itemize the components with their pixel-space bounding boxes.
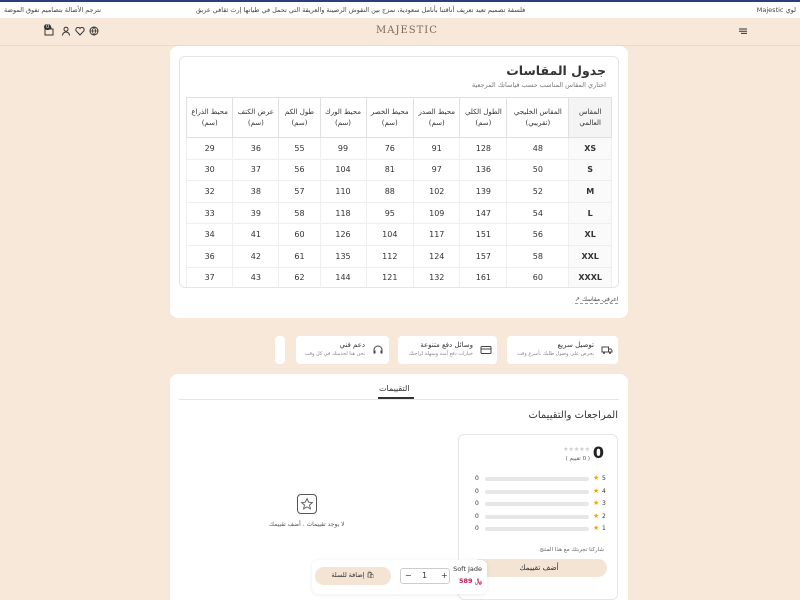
- rating-bar-count: 0: [475, 512, 479, 520]
- table-cell: 99: [320, 138, 366, 160]
- feature-title: وسائل دفع متنوعة: [420, 341, 473, 349]
- announcement-right: Majestic لوي: [756, 6, 796, 14]
- menu-icon[interactable]: [738, 26, 748, 36]
- table-cell: 147: [460, 202, 507, 224]
- table-cell: 50: [507, 159, 569, 181]
- rating-bar-label: 1: [602, 525, 606, 532]
- table-cell: 161: [460, 267, 507, 288]
- rating-bar: [485, 490, 589, 494]
- table-cell: 57: [279, 181, 320, 203]
- col-header: محيط الذراع (سم): [187, 98, 233, 138]
- size-chart-title: جدول المقاسات: [506, 63, 606, 78]
- table-cell: 52: [507, 181, 569, 203]
- table-cell: 128: [460, 138, 507, 160]
- table-cell: 32: [187, 181, 233, 203]
- table-row: [187, 181, 612, 203]
- feature-payment: [398, 336, 497, 364]
- table-cell: M: [569, 181, 612, 203]
- cart-count-badge: 0: [46, 24, 50, 30]
- table-cell: 54: [507, 202, 569, 224]
- table-cell: 43: [233, 267, 279, 288]
- table-cell: L: [569, 202, 612, 224]
- table-cell: 56: [507, 224, 569, 246]
- plus-button[interactable]: +: [441, 571, 448, 580]
- feature-title: دعم فني: [339, 341, 365, 349]
- table-cell: 62: [279, 267, 320, 288]
- rating-bar-count: 0: [475, 475, 479, 482]
- table-cell: 135: [320, 245, 366, 267]
- table-cell: 61: [279, 245, 320, 267]
- table-row: [187, 138, 612, 160]
- tab-reviews[interactable]: التقييمات: [379, 384, 410, 393]
- table-cell: 42: [233, 245, 279, 267]
- star-outline-icon: [298, 495, 316, 513]
- table-cell: 95: [366, 202, 414, 224]
- feature-delivery: [507, 336, 618, 364]
- add-to-cart-label: إضافة للسلة: [331, 572, 365, 579]
- col-header: محيط الصدر (سم): [414, 98, 460, 138]
- table-cell: XL: [569, 224, 612, 246]
- table-cell: 39: [233, 202, 279, 224]
- table-cell: 117: [414, 224, 460, 246]
- table-cell: 132: [414, 267, 460, 288]
- table-cell: XXXL: [569, 267, 612, 288]
- table-cell: 102: [414, 181, 460, 203]
- site-header: [0, 18, 800, 46]
- table-cell: 151: [460, 224, 507, 246]
- feature-desc: نحن هنا لخدمتك في كل وقت: [304, 351, 365, 357]
- table-row: [187, 267, 612, 288]
- table-cell: 48: [507, 138, 569, 160]
- rating-bar-row: [475, 525, 607, 533]
- riyal-icon: ﷼: [474, 577, 482, 585]
- table-cell: 37: [233, 159, 279, 181]
- reviews-title: المراجعات والتقييمات: [528, 410, 618, 421]
- product-price: [459, 577, 482, 586]
- user-icon[interactable]: [61, 26, 71, 36]
- table-cell: 41: [233, 224, 279, 246]
- know-size-label: اعرفي مقاسك: [581, 296, 619, 303]
- share-experience-text: شاركنا تجربتك مع هذا المنتج: [539, 547, 604, 553]
- rating-stars: ★★★★★: [563, 446, 590, 453]
- rating-bar-label: 3: [602, 500, 606, 507]
- card-icon: [480, 344, 492, 356]
- rating-bar-row: [475, 513, 607, 521]
- table-cell: 157: [460, 245, 507, 267]
- table-cell: 88: [366, 181, 414, 203]
- size-chart-subtitle: اختاري المقاس المناسب حسب قياساتك المرجعية: [471, 81, 606, 89]
- feature-desc: خيارات دفع آمنة وسهلة لراحتك: [408, 351, 473, 357]
- rating-bar-row: [475, 500, 607, 508]
- star-icon: ★: [593, 499, 600, 507]
- table-cell: 33: [187, 202, 233, 224]
- table-cell: 56: [279, 159, 320, 181]
- empty-reviews-box: [297, 494, 317, 514]
- heart-icon[interactable]: [75, 26, 85, 36]
- product-name: Soft Jade: [453, 565, 482, 573]
- announcement-bar: [0, 0, 800, 18]
- review-count: ( 0 تقييم ): [565, 456, 590, 462]
- feature-desc: نحرص على وصول طلبك بأسرع وقت: [517, 351, 594, 357]
- table-cell: 58: [507, 245, 569, 267]
- col-header: المقاس العالمي: [569, 98, 612, 138]
- size-chart-panel: [179, 56, 619, 288]
- size-table-header: [187, 98, 612, 138]
- tab-divider: [179, 399, 619, 400]
- col-header: المقاس الخليجي (تقريبي): [507, 98, 569, 138]
- rating-bar: [485, 502, 589, 506]
- table-cell: 109: [414, 202, 460, 224]
- table-cell: 139: [460, 181, 507, 203]
- size-chart-card: [170, 46, 628, 318]
- table-cell: 104: [366, 224, 414, 246]
- rating-bar-row: [475, 488, 607, 496]
- feature-support: [296, 336, 389, 364]
- brand-logo[interactable]: MAJESTIC: [376, 25, 438, 36]
- table-row: [187, 224, 612, 246]
- star-icon: ★: [593, 486, 600, 495]
- table-cell: 60: [279, 224, 320, 246]
- table-cell: 60: [507, 267, 569, 288]
- rating-bar-label: 5: [602, 475, 606, 482]
- sticky-cart-bar: [312, 560, 487, 594]
- table-row: [187, 245, 612, 267]
- table-cell: 118: [320, 202, 366, 224]
- table-cell: 29: [187, 138, 233, 160]
- rating-bar-label: 2: [602, 512, 606, 520]
- star-icon: ★: [593, 511, 600, 520]
- table-cell: 30: [187, 159, 233, 181]
- feature-title: توصيل سريع: [557, 341, 594, 349]
- rating-bar-count: 0: [475, 487, 479, 495]
- rating-bar: [485, 515, 589, 519]
- table-cell: 36: [233, 138, 279, 160]
- empty-reviews-text: لا يوجد تقييمات . أضف تقييمك: [269, 521, 345, 528]
- ruler-icon: ↗: [575, 296, 581, 303]
- truck-icon: [601, 344, 613, 356]
- table-row: [187, 159, 612, 181]
- rating-bar: [485, 477, 589, 481]
- rating-bar-row: [475, 475, 607, 483]
- table-cell: 126: [320, 224, 366, 246]
- col-header: محيط الورك (سم): [320, 98, 366, 138]
- rating-bar: [485, 527, 589, 531]
- quantity-value[interactable]: 1: [422, 571, 428, 580]
- table-cell: 112: [366, 245, 414, 267]
- table-cell: 136: [460, 159, 507, 181]
- star-icon: ★: [593, 524, 600, 532]
- price-value: 589: [458, 577, 473, 585]
- add-to-cart-button[interactable]: [315, 567, 391, 585]
- table-cell: 58: [279, 202, 320, 224]
- rating-bar-label: 4: [602, 487, 606, 495]
- table-cell: 37: [187, 267, 233, 288]
- quantity-stepper: [400, 568, 450, 584]
- announcement-center: فلسفة تصميم تعيد تعريف أناقتنا بأنامل سعودية، نمزج بين النقوش الرصينة والعريقة التي تحمل في طياتها إرث ثقافي عريق: [196, 6, 526, 14]
- globe-icon[interactable]: [89, 26, 99, 36]
- star-icon: ★: [593, 474, 600, 482]
- table-cell: 124: [414, 245, 460, 267]
- table-cell: 76: [366, 138, 414, 160]
- table-cell: 110: [320, 181, 366, 203]
- table-cell: XXL: [569, 245, 612, 267]
- table-cell: S: [569, 159, 612, 181]
- table-cell: 34: [187, 224, 233, 246]
- table-cell: 91: [414, 138, 460, 160]
- feature-card-partial: [275, 336, 285, 364]
- table-row: [187, 202, 612, 224]
- col-header: الطول الكلي (سم): [460, 98, 507, 138]
- table-cell: 36: [187, 245, 233, 267]
- table-cell: 55: [279, 138, 320, 160]
- table-cell: 81: [366, 159, 414, 181]
- minus-button[interactable]: −: [405, 571, 412, 580]
- size-table: [186, 97, 612, 288]
- add-review-button[interactable]: أضف تقييمك: [471, 559, 607, 577]
- table-cell: 121: [366, 267, 414, 288]
- bag-icon: 🛍: [366, 572, 375, 579]
- table-cell: 104: [320, 159, 366, 181]
- know-your-size-link[interactable]: [575, 296, 618, 304]
- table-cell: 97: [414, 159, 460, 181]
- col-header: عرض الكتف (سم): [233, 98, 279, 138]
- table-cell: 144: [320, 267, 366, 288]
- rating-bar-count: 0: [475, 500, 479, 507]
- headset-icon: [372, 344, 384, 356]
- average-rating: 0: [592, 443, 604, 462]
- col-header: محيط الخصر (سم): [366, 98, 414, 138]
- announcement-left: نترجم الأصالة بتصاميم تفوق الموضة: [4, 6, 102, 14]
- rating-bar-count: 0: [475, 525, 479, 532]
- col-header: طول الكم (سم): [279, 98, 320, 138]
- table-cell: XS: [569, 138, 612, 160]
- table-cell: 38: [233, 181, 279, 203]
